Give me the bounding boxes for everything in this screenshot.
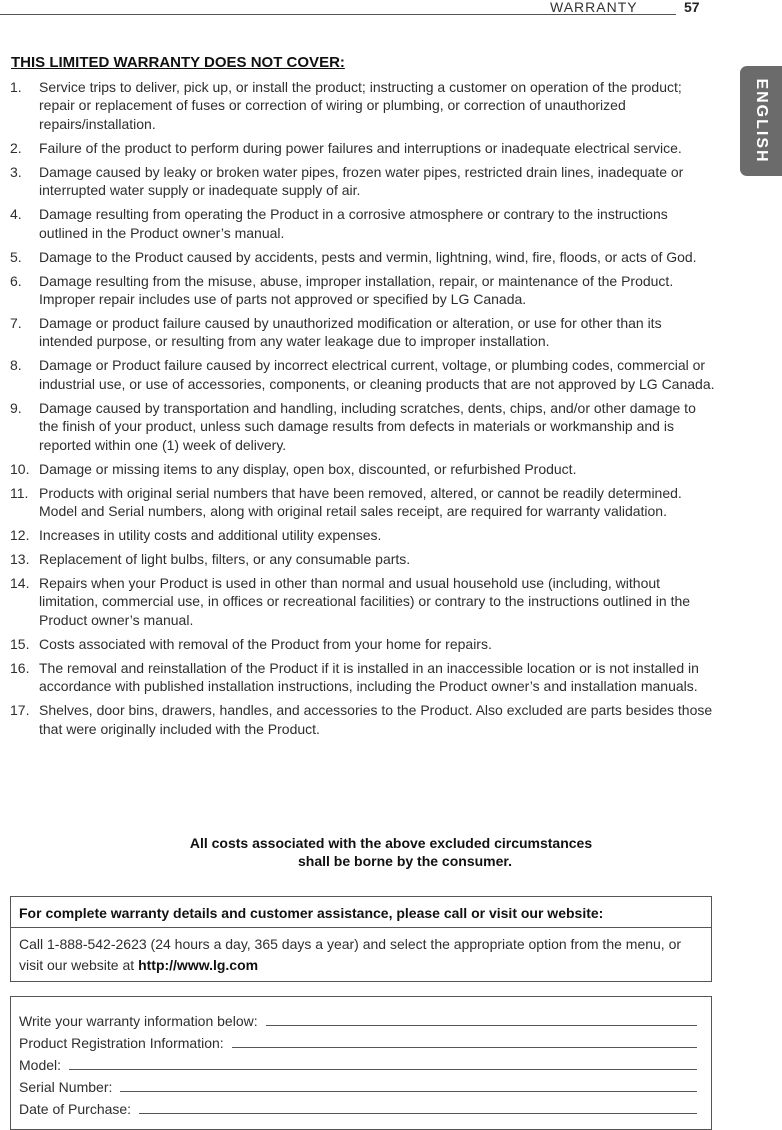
list-item <box>10 550 716 568</box>
item-text: Failure of the product to perform during power failures and interruptions or inadequate electrical service. <box>39 139 682 156</box>
item-number: 17. <box>10 702 30 719</box>
list-item <box>10 635 716 653</box>
form-row-date <box>19 1095 697 1117</box>
cost-note-line-1: All costs associated with the above excluded circumstances <box>189 835 593 851</box>
item-text: Repairs when your Product is used in other than normal and usual household use (including, without limitation, commercial use, in offices or recreational facilities) or contrary to the instructions outlined in the Product owner’s manual. <box>39 575 691 628</box>
form-label: Date of Purchase: <box>19 1101 132 1117</box>
language-tab-label: ENGLISH <box>753 78 770 164</box>
item-number: 15. <box>10 635 30 652</box>
form-row-model <box>19 1051 697 1073</box>
list-item <box>10 139 716 157</box>
warranty-info-box <box>10 996 712 1130</box>
item-text: Service trips to deliver, pick up, or install the product; instructing a customer on operation of the product; repair or replacement of fuses or correction of wiring or plumbing, or correction of unauthorized repairs/installation. <box>39 79 682 132</box>
model-field[interactable] <box>69 1069 697 1070</box>
item-number: 4. <box>10 206 22 223</box>
item-text: Damage to the Product caused by accidents, pests and vermin, lightning, wind, fire, floods, or acts of God. <box>39 248 697 265</box>
item-text: Replacement of light bulbs, filters, or any consumable parts. <box>39 551 411 568</box>
item-number: 9. <box>10 399 22 416</box>
list-item <box>10 701 716 738</box>
item-text: Shelves, door bins, drawers, handles, and accessories to the Product. Also excluded are parts besides those that were originally included with the Product. <box>39 702 713 737</box>
form-row-warranty-info <box>19 1007 697 1029</box>
item-text: Increases in utility costs and additional utility expenses. <box>39 527 382 544</box>
contact-box <box>10 896 712 982</box>
item-number: 11. <box>10 484 29 501</box>
list-item <box>10 163 716 200</box>
list-item <box>10 78 716 133</box>
item-number: 5. <box>10 248 22 265</box>
item-number: 13. <box>10 551 30 568</box>
item-text: Damage caused by leaky or broken water pipes, frozen water pipes, restricted drain lines, inadequate or interrupted water supply or inadequate supply of air. <box>39 163 684 199</box>
running-head: WARRANTY <box>550 0 638 15</box>
page-number: 57 <box>684 0 700 15</box>
list-item <box>10 399 716 454</box>
form-label: Product Registration Information: <box>19 1035 224 1051</box>
list-item <box>10 484 716 521</box>
list-item <box>10 272 716 309</box>
item-text: Damage resulting from operating the Product in a corrosive atmosphere or contrary to the instructions outlined in the Product owner’s manual. <box>39 206 668 241</box>
list-item <box>10 574 716 629</box>
contact-text: Call 1-888-542-2623 (24 hours a day, 365 days a year) and select the appropriate option from the menu, or visit our website at <box>19 936 682 973</box>
warranty-info-field[interactable] <box>266 1025 697 1026</box>
form-row-registration <box>19 1029 697 1051</box>
item-number: 16. <box>10 659 30 676</box>
registration-field[interactable] <box>232 1047 697 1048</box>
exclusion-list <box>10 78 716 744</box>
form-label: Serial Number: <box>19 1079 113 1095</box>
website-link[interactable]: http://www.lg.com <box>138 957 259 973</box>
contact-box-heading: For complete warranty details and customer assistance, please call or visit our website: <box>11 897 711 928</box>
item-number: 2. <box>10 139 22 156</box>
item-number: 10. <box>10 460 30 477</box>
language-tab <box>740 66 782 176</box>
item-number: 6. <box>10 272 22 289</box>
contact-box-body <box>11 928 711 982</box>
date-of-purchase-field[interactable] <box>139 1113 697 1114</box>
list-item <box>10 205 716 242</box>
list-item <box>10 659 716 696</box>
serial-number-field[interactable] <box>120 1091 697 1092</box>
item-text: Damage caused by transportation and handling, including scratches, dents, chips, and/or other damage to the finish of your product, unless such damage results from defects in materials or workmanship and is reported within one (1) week of delivery. <box>39 399 696 453</box>
list-item <box>10 356 716 393</box>
item-text: The removal and reinstallation of the Product if it is installed in an inaccessible location or is not installed in accordance with published installation instructions, including the Product owner’s and installation manuals. <box>39 659 699 695</box>
item-text: Damage or Product failure caused by incorrect electrical current, voltage, or plumbing codes, commercial or industrial use, or use of accessories, components, or cleaning products that are not approved by LG Canada. <box>39 357 715 392</box>
form-label: Model: <box>19 1057 62 1073</box>
item-number: 3. <box>10 163 22 180</box>
item-text: Products with original serial numbers that have been removed, altered, or cannot be readily determined. Model and Serial numbers, along with original retail sales receipt, are required for warranty validation. <box>39 484 682 520</box>
cost-note-line-2: shall be borne by the consumer. <box>298 853 512 869</box>
item-number: 8. <box>10 357 22 374</box>
list-item <box>10 248 716 266</box>
item-text: Damage resulting from the misuse, abuse, improper installation, repair, or maintenance of the Product. Improper repair includes use of parts not approved or specified by LG Canada. <box>39 272 674 308</box>
form-label: Write your warranty information below: <box>19 1013 258 1029</box>
section-heading: THIS LIMITED WARRANTY DOES NOT COVER: <box>11 54 345 71</box>
form-row-serial <box>19 1073 697 1095</box>
item-number: 12. <box>10 527 30 544</box>
list-item <box>10 314 716 351</box>
item-text: Costs associated with removal of the Product from your home for repairs. <box>39 635 492 652</box>
item-number: 7. <box>10 315 22 332</box>
item-text: Damage or product failure caused by unauthorized modification or alteration, or use for other than its intended purpose, or resulting from any water leakage due to improper installation. <box>39 315 662 350</box>
item-number: 1. <box>10 79 22 95</box>
list-item <box>10 526 716 544</box>
item-number: 14. <box>10 575 30 592</box>
item-text: Damage or missing items to any display, open box, discounted, or refurbished Product. <box>39 460 577 477</box>
list-item <box>10 460 716 478</box>
